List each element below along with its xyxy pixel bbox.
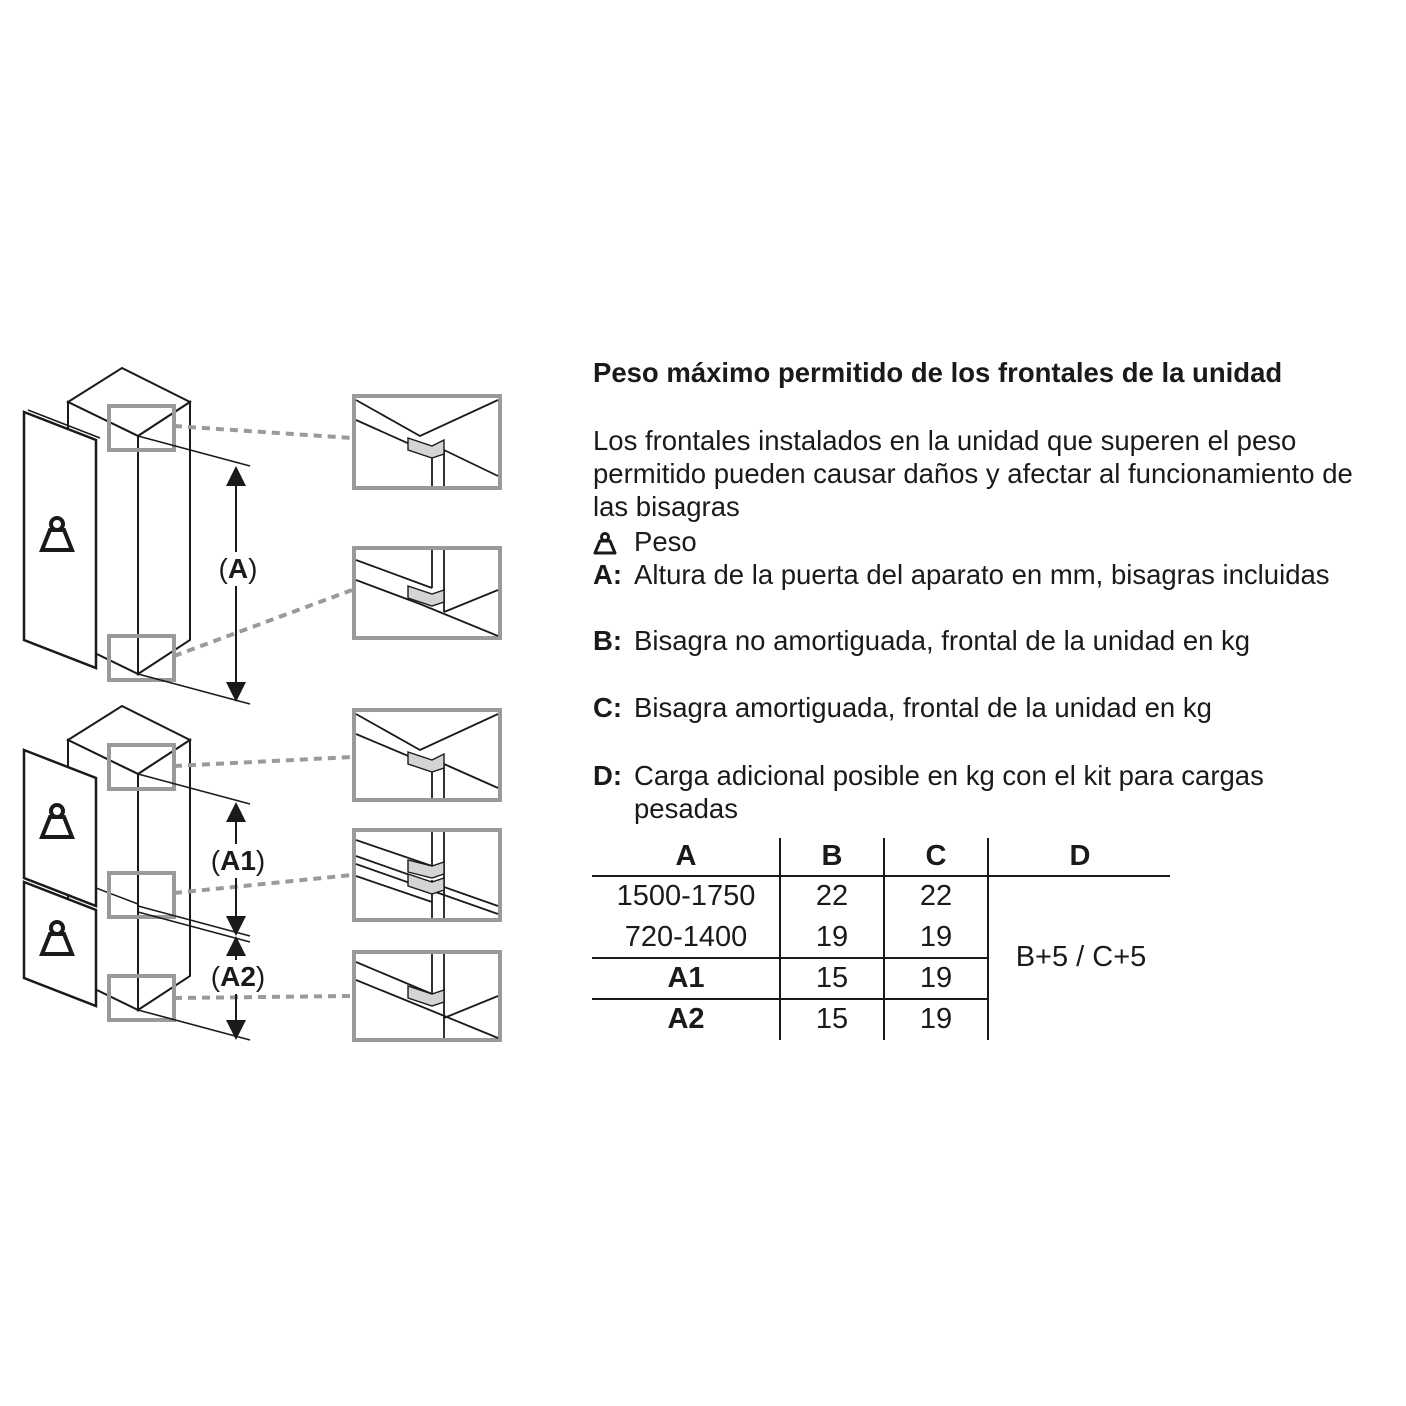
hinge-detail-2 — [354, 548, 500, 638]
dimension-a-label: (A) — [218, 553, 258, 584]
legend-c-key: C: — [593, 692, 623, 723]
dimension-a2-label: (A2) — [210, 961, 266, 992]
hinge-detail-3 — [354, 710, 500, 800]
legend-c-text: Bisagra amortiguada, frontal de la unidad en kg — [634, 692, 1212, 723]
weight-table — [592, 838, 1172, 1040]
legend-weight-text: Peso — [634, 526, 697, 557]
section-title: Peso máximo permitido de los frontales de la unidad — [593, 357, 1283, 388]
legend-b-text: Bisagra no amortiguada, frontal de la unidad en kg — [634, 625, 1251, 656]
table-cell-c: 19 — [919, 962, 953, 994]
table-header-c: C — [925, 840, 947, 872]
hinge-detail-1 — [354, 396, 500, 488]
hinge-detail-5 — [354, 952, 500, 1040]
legend-a-text: Altura de la puerta del aparato en mm, bisagras incluidas — [634, 559, 1330, 590]
table-cell-b: 19 — [815, 921, 849, 953]
table-cell-c: 19 — [919, 1003, 953, 1035]
table-header-b: B — [821, 840, 843, 872]
table-cell-a: A2 — [667, 1003, 705, 1035]
table-cell-c: 22 — [919, 880, 953, 912]
weight-icon — [593, 531, 617, 555]
table-cell-d: B+5 / C+5 — [1015, 941, 1147, 973]
table-cell-b: 15 — [815, 962, 849, 994]
table-cell-a: 1500-1750 — [616, 880, 756, 912]
table-cell-b: 22 — [815, 880, 849, 912]
table-header-d: D — [1069, 840, 1091, 872]
table-cell-b: 15 — [815, 1003, 849, 1035]
table-cell-a: A1 — [667, 962, 705, 994]
intro-text: Los frontales instalados en la unidad que superen el peso permitido pueden causar daños y afectar al funcionamiento de las bisagras — [593, 425, 1353, 522]
table-cell-c: 19 — [919, 921, 953, 953]
legend-d-key: D: — [593, 760, 623, 791]
hinge-detail-4 — [354, 830, 500, 920]
legend-b-key: B: — [593, 625, 623, 656]
table-cell-a: 720-1400 — [624, 921, 748, 953]
dimension-a1-label: (A1) — [210, 845, 266, 876]
legend-d-text: Carga adicional posible en kg con el kit para cargas pesadas — [634, 760, 1264, 824]
table-header-a: A — [675, 840, 697, 872]
legend-a-key: A: — [593, 559, 623, 590]
